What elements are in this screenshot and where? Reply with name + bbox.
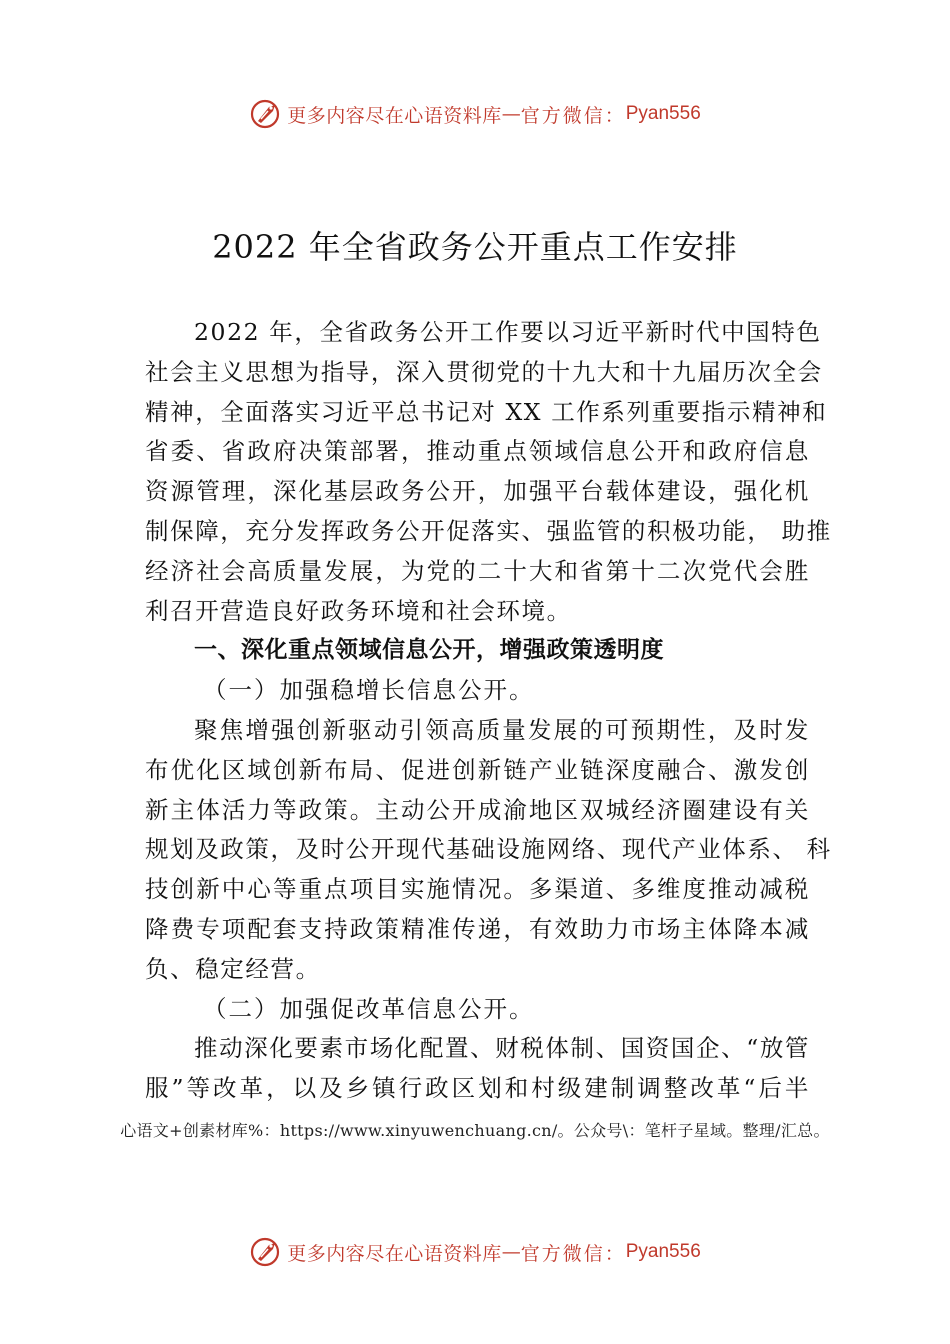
- banner-wechat-label: 官方微信：: [520, 1242, 626, 1265]
- body-text-line: 布优化区域创新布局、促进创新链产业链深度融合、激发创: [145, 755, 810, 784]
- body-text-line: 利召开营造良好政务环境和社会环境。: [145, 596, 572, 625]
- body-text-line: 聚焦增强创新驱动引领高质量发展的可预期性，及时发: [194, 715, 810, 744]
- body-text-line: 2022 年，全省政务公开工作要以习近平新时代中国特色: [194, 318, 822, 346]
- body-text-line: 新主体活力等政策。主动公开成渝地区双城经济圈建设有关: [145, 795, 810, 824]
- source-footnote: 心语文+创素材库%：https://www.xinyuwenchuang.cn/。公众号\：笔杆子星域。整理/汇总。: [120, 1121, 830, 1140]
- banner-dash: —: [501, 103, 521, 125]
- body-text-line: 负、稳定经营。: [145, 954, 321, 983]
- banner-text: 更多内容尽在心语资料库: [287, 104, 502, 127]
- document-title: 2022 年全省政务公开重点工作安排: [212, 228, 738, 266]
- body-text-line: 资源管理，深化基层政务公开，加强平台载体建设，强化机: [145, 477, 810, 506]
- body-text-line: 省委、省政府决策部署，推动重点领域信息公开和政府信息: [145, 437, 810, 466]
- body-text-line: 制保障，充分发挥政务公开促落实、强监管的积极功能， 助推: [145, 516, 832, 545]
- pen-nib-logo-icon: [249, 97, 283, 131]
- body-text-line: 技创新中心等重点项目实施情况。多渠道、多维度推动减税: [145, 875, 810, 904]
- pen-nib-logo-icon: [249, 1235, 283, 1269]
- header-banner: [0, 94, 950, 134]
- section-heading: （一）加强稳增长信息公开。: [203, 676, 535, 705]
- body-text-line: 降费专项配套支持政策精准传递，有效助力市场主体降本减: [145, 914, 810, 943]
- body-text-line: 社会主义思想为指导，深入贯彻党的十九大和十九届历次全会: [145, 357, 823, 386]
- banner-wechat-id: Pyan556: [625, 103, 701, 124]
- banner-text: 更多内容尽在心语资料库: [287, 1242, 502, 1265]
- body-text-line: 经济社会高质量发展，为党的二十大和省第十二次党代会胜: [145, 556, 810, 585]
- document-body: [145, 313, 832, 1109]
- banner-wechat-id: Pyan556: [625, 1241, 701, 1262]
- body-text-line: 精神，全面落实习近平总书记对 XX 工作系列重要指示精神和: [145, 397, 828, 426]
- banner-wechat-label: 官方微信：: [520, 104, 626, 127]
- banner-dash: —: [501, 1241, 521, 1263]
- section-heading: 一、深化重点领域信息公开，增强政策透明度: [194, 637, 664, 664]
- footer-banner: [0, 1232, 950, 1272]
- body-text-line: 推动深化要素市场化配置、财税体制、国资国企、“放管: [194, 1034, 811, 1063]
- body-text-line: 服”等改革，以及乡镇行政区划和村级建制调整改革“后半: [145, 1074, 810, 1103]
- body-text-line: 规划及政策，及时公开现代基础设施网络、现代产业体系、 科: [145, 835, 832, 864]
- section-heading: （二）加强促改革信息公开。: [203, 994, 535, 1023]
